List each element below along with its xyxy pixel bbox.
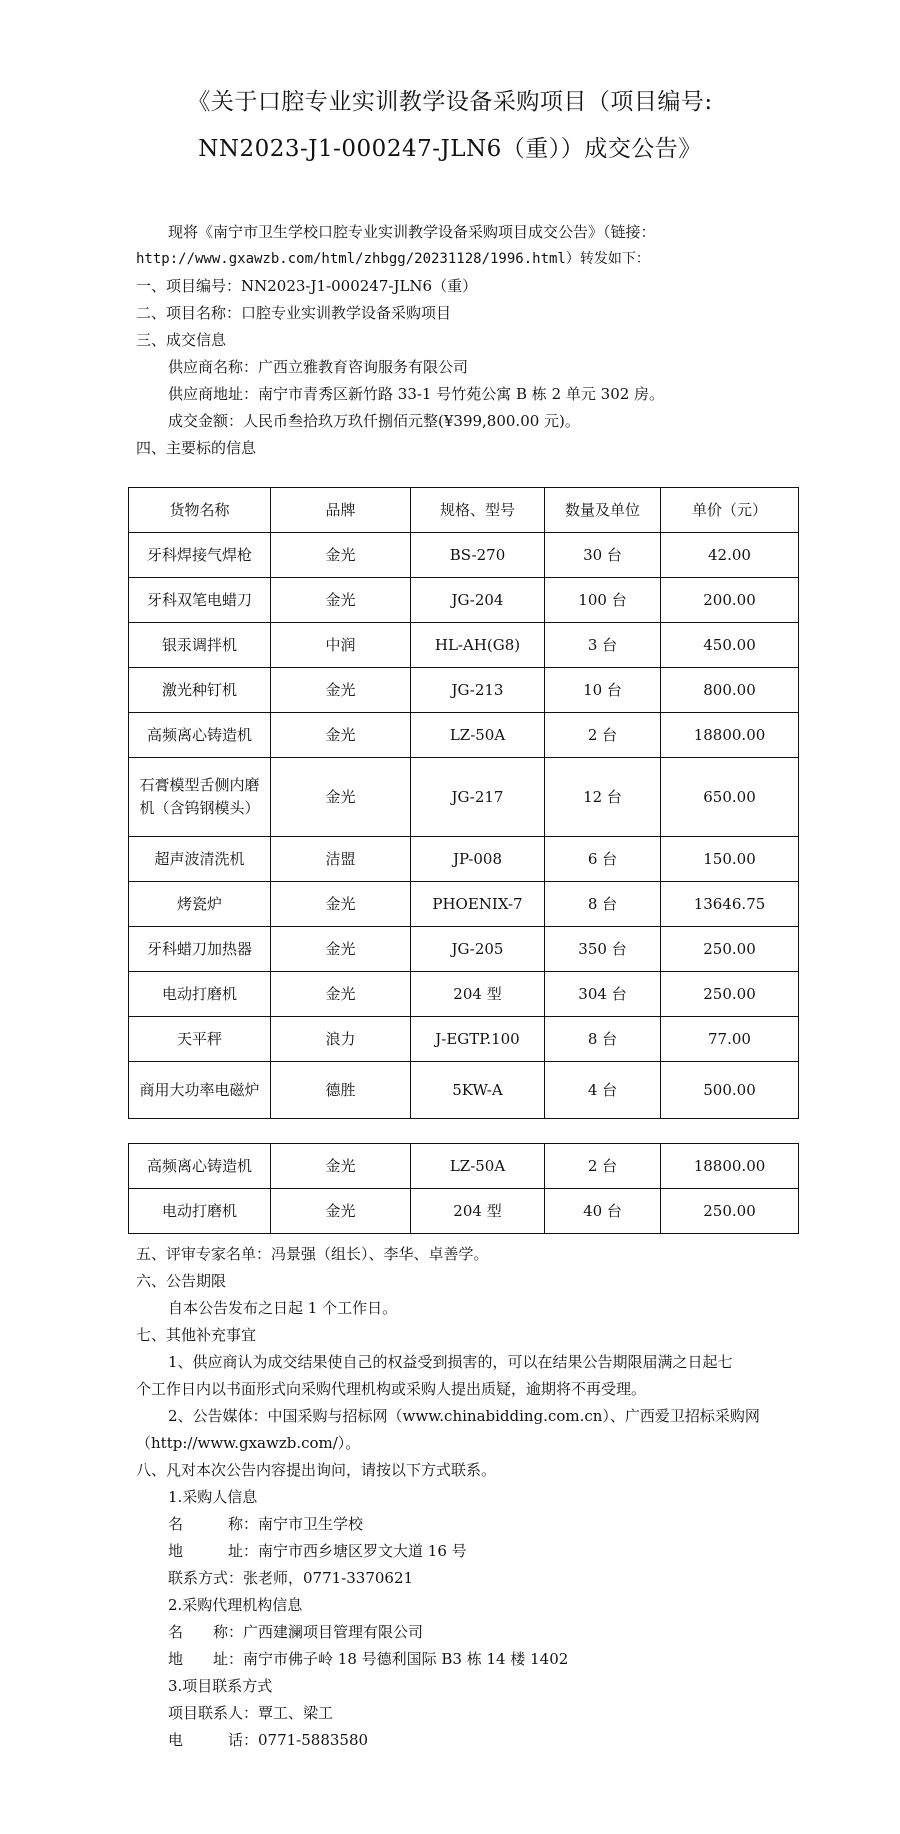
cell-model: JG-205 — [411, 927, 545, 972]
cell-brand: 金光 — [271, 758, 411, 837]
cell-goods-name: 牙科焊接气焊枪 — [129, 533, 271, 578]
cell-model: JG-217 — [411, 758, 545, 837]
supplier-address: 供应商地址：南宁市青秀区新竹路 33-1 号竹苑公寓 B 栋 2 单元 302 房。 — [168, 385, 665, 403]
cell-brand: 金光 — [271, 578, 411, 623]
buyer-contact: 联系方式：张老师，0771-3370621 — [168, 1569, 414, 1587]
header-quantity: 数量及单位 — [545, 488, 661, 533]
cell-brand: 金光 — [271, 713, 411, 758]
section-5-experts: 五、评审专家名单：冯景强（组长）、李华、卓善学。 — [136, 1245, 489, 1263]
cell-model: JG-204 — [411, 578, 545, 623]
cell-brand: 浪力 — [271, 1017, 411, 1062]
page-title-line2: NN2023-J1-000247-JLN6（重））成交公告》 — [198, 136, 702, 162]
cell-brand: 金光 — [271, 533, 411, 578]
goods-table-continued — [128, 1143, 799, 1234]
section-7-item1-b: 个工作日内以书面形式向采购代理机构或采购人提出质疑，逾期将不再受理。 — [136, 1380, 647, 1398]
agent-name: 名 称：广西建澜项目管理有限公司 — [168, 1623, 424, 1641]
cell-quantity: 4 台 — [545, 1062, 661, 1119]
cell-goods-name: 天平秤 — [129, 1017, 271, 1062]
cell-goods-name: 石膏模型舌侧内磨机（含钨钢模头） — [129, 758, 271, 837]
project-contact-heading: 3.项目联系方式 — [168, 1677, 273, 1695]
cell-unit-price: 250.00 — [661, 1189, 799, 1234]
table-row — [129, 927, 799, 972]
cell-unit-price: 200.00 — [661, 578, 799, 623]
cell-brand: 金光 — [271, 882, 411, 927]
agent-heading: 2.采购代理机构信息 — [168, 1596, 303, 1614]
cell-model: LZ-50A — [411, 713, 545, 758]
cell-quantity: 30 台 — [545, 533, 661, 578]
cell-quantity: 12 台 — [545, 758, 661, 837]
cell-unit-price: 450.00 — [661, 623, 799, 668]
intro-url-line: http://www.gxawzb.com/html/zhbgg/20231128/1996.html）转发如下： — [136, 251, 650, 267]
cell-model: 204 型 — [411, 972, 545, 1017]
cell-brand: 洁盟 — [271, 837, 411, 882]
section-6-heading: 六、公告期限 — [136, 1272, 227, 1290]
cell-unit-price: 500.00 — [661, 1062, 799, 1119]
supplier-name: 供应商名称：广西立雅教育咨询服务有限公司 — [168, 358, 469, 376]
cell-quantity: 8 台 — [545, 1017, 661, 1062]
cell-model: 204 型 — [411, 1189, 545, 1234]
cell-quantity: 100 台 — [545, 578, 661, 623]
cell-goods-name: 电动打磨机 — [129, 972, 271, 1017]
cell-unit-price: 77.00 — [661, 1017, 799, 1062]
cell-model: JG-213 — [411, 668, 545, 713]
section-7-item2-a: 2、公告媒体：中国采购与招标网（www.chinabidding.com.cn）、广西爱卫招标采购网 — [168, 1407, 760, 1425]
table-row — [129, 713, 799, 758]
cell-quantity: 6 台 — [545, 837, 661, 882]
cell-quantity: 8 台 — [545, 882, 661, 927]
cell-goods-name: 激光种钉机 — [129, 668, 271, 713]
cell-brand: 金光 — [271, 1189, 411, 1234]
table-row — [129, 1144, 799, 1189]
project-contact-person: 项目联系人：覃工、梁工 — [168, 1704, 334, 1722]
cell-model: JP-008 — [411, 837, 545, 882]
cell-brand: 金光 — [271, 927, 411, 972]
cell-quantity: 3 台 — [545, 623, 661, 668]
cell-unit-price: 13646.75 — [661, 882, 799, 927]
cell-goods-name: 牙科蜡刀加热器 — [129, 927, 271, 972]
section-7-heading: 七、其他补充事宜 — [136, 1326, 257, 1344]
cell-brand: 中润 — [271, 623, 411, 668]
cell-unit-price: 250.00 — [661, 927, 799, 972]
cell-brand: 金光 — [271, 1144, 411, 1189]
intro-text: 现将《南宁市卫生学校口腔专业实训教学设备采购项目成交公告》（链接： — [168, 223, 656, 241]
section-7-item1-a: 1、供应商认为成交结果使自己的权益受到损害的，可以在结果公告期限届满之日起七 — [168, 1353, 733, 1371]
cell-unit-price: 650.00 — [661, 758, 799, 837]
table-row — [129, 1062, 799, 1119]
cell-model: LZ-50A — [411, 1144, 545, 1189]
cell-unit-price: 42.00 — [661, 533, 799, 578]
cell-model: BS-270 — [411, 533, 545, 578]
cell-model: J-EGTP.100 — [411, 1017, 545, 1062]
cell-brand: 金光 — [271, 972, 411, 1017]
section-4-heading: 四、主要标的信息 — [136, 439, 257, 457]
table-row — [129, 623, 799, 668]
section-7-item2-b: （http://www.gxawzb.com/）。 — [136, 1434, 361, 1452]
cell-goods-name: 商用大功率电磁炉 — [129, 1062, 271, 1119]
section-1-project-number: 一、项目编号：NN2023-J1-000247-JLN6（重） — [136, 277, 478, 295]
table-row — [129, 1017, 799, 1062]
cell-model: HL-AH(G8) — [411, 623, 545, 668]
cell-goods-name: 电动打磨机 — [129, 1189, 271, 1234]
cell-goods-name: 银汞调拌机 — [129, 623, 271, 668]
cell-unit-price: 800.00 — [661, 668, 799, 713]
cell-unit-price: 250.00 — [661, 972, 799, 1017]
cell-goods-name: 超声波清洗机 — [129, 837, 271, 882]
buyer-name: 名 称：南宁市卫生学校 — [168, 1515, 364, 1533]
table-row — [129, 837, 799, 882]
cell-quantity: 2 台 — [545, 1144, 661, 1189]
cell-goods-name: 高频离心铸造机 — [129, 713, 271, 758]
page-title-line1: 《关于口腔专业实训教学设备采购项目（项目编号: — [187, 89, 713, 115]
table-row — [129, 882, 799, 927]
cell-goods-name: 高频离心铸造机 — [129, 1144, 271, 1189]
table-row — [129, 578, 799, 623]
section-2-project-name: 二、项目名称：口腔专业实训教学设备采购项目 — [136, 304, 452, 322]
table-row — [129, 533, 799, 578]
cell-model: 5KW-A — [411, 1062, 545, 1119]
table-row — [129, 1189, 799, 1234]
table-row — [129, 668, 799, 713]
cell-quantity: 2 台 — [545, 713, 661, 758]
cell-quantity: 350 台 — [545, 927, 661, 972]
buyer-address: 地 址：南宁市西乡塘区罗文大道 16 号 — [168, 1542, 467, 1560]
cell-unit-price: 18800.00 — [661, 1144, 799, 1189]
table-row — [129, 972, 799, 1017]
cell-goods-name: 牙科双笔电蜡刀 — [129, 578, 271, 623]
table-row — [129, 758, 799, 837]
table-header-row — [129, 488, 799, 533]
cell-goods-name: 烤瓷炉 — [129, 882, 271, 927]
cell-brand: 德胜 — [271, 1062, 411, 1119]
cell-unit-price: 150.00 — [661, 837, 799, 882]
cell-brand: 金光 — [271, 668, 411, 713]
cell-unit-price: 18800.00 — [661, 713, 799, 758]
agent-address: 地 址：南宁市佛子岭 18 号德利国际 B3 栋 14 楼 1402 — [168, 1650, 569, 1668]
header-model: 规格、型号 — [411, 488, 545, 533]
cell-quantity: 304 台 — [545, 972, 661, 1017]
cell-quantity: 40 台 — [545, 1189, 661, 1234]
buyer-heading: 1.采购人信息 — [168, 1488, 258, 1506]
cell-model: PHOENIX-7 — [411, 882, 545, 927]
header-goods-name: 货物名称 — [129, 488, 271, 533]
header-unit-price: 单价（元） — [661, 488, 799, 533]
goods-table — [128, 487, 799, 1119]
project-contact-phone: 电 话：0771-5883580 — [168, 1731, 369, 1749]
header-brand: 品牌 — [271, 488, 411, 533]
section-6-text: 自本公告发布之日起 1 个工作日。 — [168, 1299, 398, 1317]
section-3-heading: 三、成交信息 — [136, 331, 227, 349]
deal-amount: 成交金额：人民币叁拾玖万玖仟捌佰元整(¥399,800.00 元)。 — [168, 412, 580, 430]
cell-quantity: 10 台 — [545, 668, 661, 713]
section-8-heading: 八、凡对本次公告内容提出询问，请按以下方式联系。 — [136, 1461, 497, 1479]
